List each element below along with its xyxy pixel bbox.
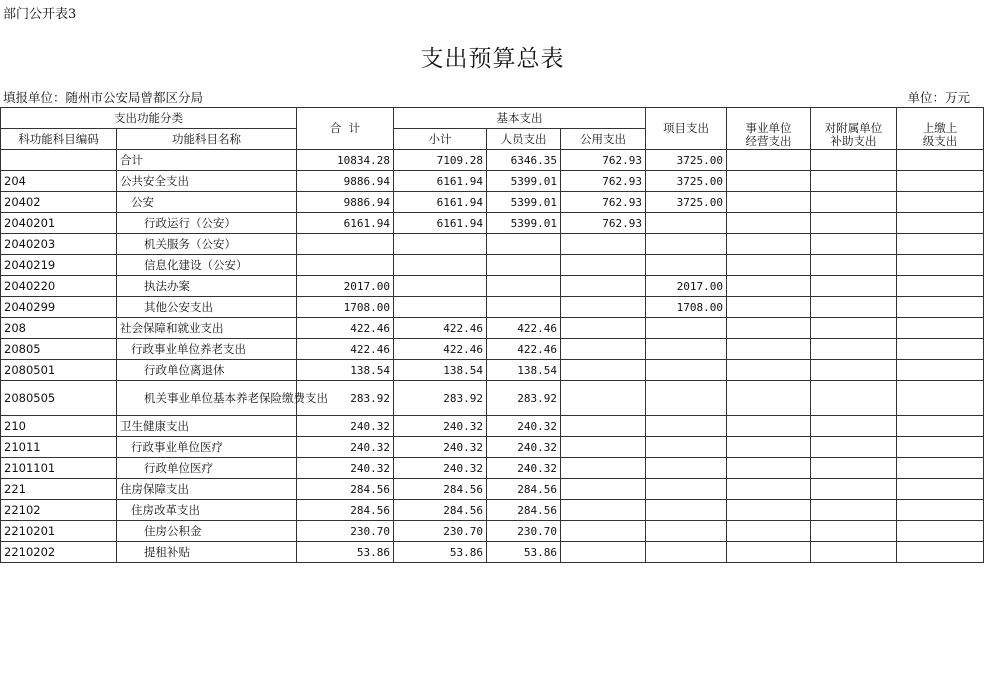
cell-public bbox=[561, 255, 646, 276]
header-remit: 上缴上 级支出 bbox=[897, 108, 984, 150]
cell-total bbox=[297, 234, 394, 255]
cell-project bbox=[646, 213, 727, 234]
cell-subtotal: 422.46 bbox=[394, 318, 487, 339]
cell-code: 2040299 bbox=[1, 297, 117, 318]
cell-subsidy bbox=[811, 339, 897, 360]
cell-total: 240.32 bbox=[297, 458, 394, 479]
cell-subsidy bbox=[811, 458, 897, 479]
table-row bbox=[1, 521, 984, 542]
cell-project: 3725.00 bbox=[646, 150, 727, 171]
cell-remit bbox=[897, 213, 984, 234]
cell-name: 信息化建设（公安） bbox=[117, 255, 297, 276]
cell-subsidy bbox=[811, 150, 897, 171]
cell-name: 其他公安支出 bbox=[117, 297, 297, 318]
budget-table bbox=[0, 107, 984, 563]
cell-code: 204 bbox=[1, 171, 117, 192]
cell-name: 行政单位离退休 bbox=[117, 360, 297, 381]
cell-project bbox=[646, 542, 727, 563]
cell-name: 社会保障和就业支出 bbox=[117, 318, 297, 339]
cell-business bbox=[727, 339, 811, 360]
cell-business bbox=[727, 360, 811, 381]
cell-total: 284.56 bbox=[297, 500, 394, 521]
header-business: 事业单位 经营支出 bbox=[727, 108, 811, 150]
cell-total: 240.32 bbox=[297, 416, 394, 437]
cell-public: 762.93 bbox=[561, 192, 646, 213]
cell-total: 6161.94 bbox=[297, 213, 394, 234]
cell-name: 合计 bbox=[117, 150, 297, 171]
cell-remit bbox=[897, 318, 984, 339]
cell-business bbox=[727, 500, 811, 521]
table-row bbox=[1, 234, 984, 255]
cell-public bbox=[561, 339, 646, 360]
cell-total: 9886.94 bbox=[297, 171, 394, 192]
cell-personnel bbox=[487, 276, 561, 297]
cell-business bbox=[727, 458, 811, 479]
cell-remit bbox=[897, 360, 984, 381]
cell-business bbox=[727, 318, 811, 339]
table-row bbox=[1, 297, 984, 318]
header-personnel: 人员支出 bbox=[487, 129, 561, 150]
cell-subsidy bbox=[811, 479, 897, 500]
cell-name: 行政事业单位养老支出 bbox=[117, 339, 297, 360]
cell-personnel bbox=[487, 234, 561, 255]
cell-subtotal: 284.56 bbox=[394, 479, 487, 500]
cell-total: 240.32 bbox=[297, 437, 394, 458]
cell-public: 762.93 bbox=[561, 171, 646, 192]
cell-personnel: 240.32 bbox=[487, 437, 561, 458]
cell-total: 230.70 bbox=[297, 521, 394, 542]
cell-business bbox=[727, 416, 811, 437]
cell-business bbox=[727, 479, 811, 500]
cell-total: 2017.00 bbox=[297, 276, 394, 297]
cell-project bbox=[646, 437, 727, 458]
cell-business bbox=[727, 150, 811, 171]
header-func-class: 支出功能分类 bbox=[1, 108, 297, 129]
cell-business bbox=[727, 521, 811, 542]
cell-subtotal: 6161.94 bbox=[394, 171, 487, 192]
cell-subsidy bbox=[811, 381, 897, 416]
cell-public bbox=[561, 542, 646, 563]
table-row bbox=[1, 360, 984, 381]
cell-public: 762.93 bbox=[561, 150, 646, 171]
cell-business bbox=[727, 542, 811, 563]
cell-code: 2101101 bbox=[1, 458, 117, 479]
cell-subtotal: 240.32 bbox=[394, 416, 487, 437]
cell-subtotal: 284.56 bbox=[394, 500, 487, 521]
header-project: 项目支出 bbox=[646, 108, 727, 150]
cell-total: 53.86 bbox=[297, 542, 394, 563]
cell-personnel bbox=[487, 255, 561, 276]
cell-remit bbox=[897, 521, 984, 542]
cell-name: 公共安全支出 bbox=[117, 171, 297, 192]
cell-code: 2040203 bbox=[1, 234, 117, 255]
cell-code: 2080505 bbox=[1, 381, 117, 416]
cell-code: 221 bbox=[1, 479, 117, 500]
cell-public: 762.93 bbox=[561, 213, 646, 234]
cell-public bbox=[561, 381, 646, 416]
cell-subtotal: 6161.94 bbox=[394, 213, 487, 234]
cell-personnel: 230.70 bbox=[487, 521, 561, 542]
cell-business bbox=[727, 381, 811, 416]
cell-business bbox=[727, 234, 811, 255]
cell-project bbox=[646, 500, 727, 521]
cell-personnel: 284.56 bbox=[487, 500, 561, 521]
cell-total: 283.92 bbox=[297, 381, 394, 416]
cell-code: 2040201 bbox=[1, 213, 117, 234]
cell-name: 行政单位医疗 bbox=[117, 458, 297, 479]
cell-project: 3725.00 bbox=[646, 192, 727, 213]
cell-subtotal bbox=[394, 255, 487, 276]
header-name: 功能科目名称 bbox=[117, 129, 297, 150]
cell-personnel bbox=[487, 297, 561, 318]
header-public: 公用支出 bbox=[561, 129, 646, 150]
cell-subsidy bbox=[811, 255, 897, 276]
cell-project: 1708.00 bbox=[646, 297, 727, 318]
cell-total bbox=[297, 255, 394, 276]
cell-personnel: 283.92 bbox=[487, 381, 561, 416]
cell-remit bbox=[897, 234, 984, 255]
cell-subsidy bbox=[811, 416, 897, 437]
cell-name: 执法办案 bbox=[117, 276, 297, 297]
cell-remit bbox=[897, 381, 984, 416]
cell-remit bbox=[897, 339, 984, 360]
cell-project bbox=[646, 234, 727, 255]
cell-personnel: 5399.01 bbox=[487, 213, 561, 234]
currency-unit: 单位：万元 bbox=[907, 90, 970, 105]
cell-remit bbox=[897, 192, 984, 213]
cell-personnel: 240.32 bbox=[487, 458, 561, 479]
cell-code: 2040219 bbox=[1, 255, 117, 276]
cell-subsidy bbox=[811, 521, 897, 542]
cell-code: 2210202 bbox=[1, 542, 117, 563]
cell-personnel: 5399.01 bbox=[487, 192, 561, 213]
cell-name: 公安 bbox=[117, 192, 297, 213]
cell-name: 提租补贴 bbox=[117, 542, 297, 563]
cell-subsidy bbox=[811, 192, 897, 213]
cell-project bbox=[646, 318, 727, 339]
table-row bbox=[1, 150, 984, 171]
cell-subtotal: 138.54 bbox=[394, 360, 487, 381]
cell-public bbox=[561, 479, 646, 500]
cell-public bbox=[561, 500, 646, 521]
cell-subtotal: 240.32 bbox=[394, 458, 487, 479]
cell-remit bbox=[897, 276, 984, 297]
table-row bbox=[1, 458, 984, 479]
cell-project bbox=[646, 458, 727, 479]
table-row bbox=[1, 479, 984, 500]
cell-code: 210 bbox=[1, 416, 117, 437]
cell-remit bbox=[897, 171, 984, 192]
cell-public bbox=[561, 297, 646, 318]
cell-code: 20402 bbox=[1, 192, 117, 213]
cell-personnel: 6346.35 bbox=[487, 150, 561, 171]
reporting-unit: 填报单位：随州市公安局曾都区分局 bbox=[3, 90, 204, 105]
cell-business bbox=[727, 171, 811, 192]
cell-subsidy bbox=[811, 213, 897, 234]
cell-code: 22102 bbox=[1, 500, 117, 521]
cell-project: 3725.00 bbox=[646, 171, 727, 192]
cell-subtotal: 53.86 bbox=[394, 542, 487, 563]
cell-remit bbox=[897, 542, 984, 563]
header-subsidy: 对附属单位 补助支出 bbox=[811, 108, 897, 150]
cell-name: 住房改革支出 bbox=[117, 500, 297, 521]
cell-remit bbox=[897, 437, 984, 458]
cell-remit bbox=[897, 479, 984, 500]
table-row bbox=[1, 213, 984, 234]
header-subtotal: 小计 bbox=[394, 129, 487, 150]
cell-subsidy bbox=[811, 276, 897, 297]
cell-project bbox=[646, 521, 727, 542]
cell-project: 2017.00 bbox=[646, 276, 727, 297]
cell-code: 21011 bbox=[1, 437, 117, 458]
header-total: 合 计 bbox=[297, 108, 394, 150]
cell-remit bbox=[897, 458, 984, 479]
table-row bbox=[1, 171, 984, 192]
cell-remit bbox=[897, 255, 984, 276]
cell-public bbox=[561, 458, 646, 479]
cell-code: 2040220 bbox=[1, 276, 117, 297]
cell-code: 208 bbox=[1, 318, 117, 339]
cell-subsidy bbox=[811, 360, 897, 381]
header-basic: 基本支出 bbox=[394, 108, 646, 129]
cell-public bbox=[561, 276, 646, 297]
cell-public bbox=[561, 234, 646, 255]
cell-subsidy bbox=[811, 437, 897, 458]
cell-project bbox=[646, 255, 727, 276]
cell-subtotal: 7109.28 bbox=[394, 150, 487, 171]
table-row bbox=[1, 500, 984, 521]
cell-name: 行政运行（公安） bbox=[117, 213, 297, 234]
cell-public bbox=[561, 318, 646, 339]
cell-business bbox=[727, 276, 811, 297]
cell-personnel: 5399.01 bbox=[487, 171, 561, 192]
table-row bbox=[1, 542, 984, 563]
cell-name: 住房保障支出 bbox=[117, 479, 297, 500]
cell-business bbox=[727, 437, 811, 458]
cell-name: 机关事业单位基本养老保险缴费支出 bbox=[117, 381, 297, 416]
cell-subtotal: 422.46 bbox=[394, 339, 487, 360]
cell-subtotal bbox=[394, 297, 487, 318]
cell-remit bbox=[897, 297, 984, 318]
table-row bbox=[1, 276, 984, 297]
cell-remit bbox=[897, 500, 984, 521]
cell-project bbox=[646, 339, 727, 360]
cell-public bbox=[561, 416, 646, 437]
cell-remit bbox=[897, 416, 984, 437]
table-row bbox=[1, 192, 984, 213]
cell-business bbox=[727, 255, 811, 276]
cell-business bbox=[727, 213, 811, 234]
cell-project bbox=[646, 381, 727, 416]
page-title: 支出预算总表 bbox=[420, 46, 565, 72]
cell-subsidy bbox=[811, 318, 897, 339]
cell-project bbox=[646, 416, 727, 437]
cell-total: 1708.00 bbox=[297, 297, 394, 318]
cell-remit bbox=[897, 150, 984, 171]
cell-subsidy bbox=[811, 500, 897, 521]
cell-personnel: 138.54 bbox=[487, 360, 561, 381]
cell-total: 10834.28 bbox=[297, 150, 394, 171]
table-row bbox=[1, 339, 984, 360]
cell-code: 2210201 bbox=[1, 521, 117, 542]
cell-personnel: 422.46 bbox=[487, 318, 561, 339]
cell-personnel: 53.86 bbox=[487, 542, 561, 563]
table-row bbox=[1, 318, 984, 339]
cell-subtotal bbox=[394, 276, 487, 297]
cell-total: 284.56 bbox=[297, 479, 394, 500]
cell-subsidy bbox=[811, 171, 897, 192]
cell-subsidy bbox=[811, 234, 897, 255]
table-row bbox=[1, 255, 984, 276]
cell-code bbox=[1, 150, 117, 171]
cell-business bbox=[727, 297, 811, 318]
cell-personnel: 422.46 bbox=[487, 339, 561, 360]
cell-name: 住房公积金 bbox=[117, 521, 297, 542]
cell-project bbox=[646, 360, 727, 381]
table-row bbox=[1, 381, 984, 416]
table-row bbox=[1, 437, 984, 458]
cell-name: 机关服务（公安） bbox=[117, 234, 297, 255]
cell-subtotal: 240.32 bbox=[394, 437, 487, 458]
table-row bbox=[1, 416, 984, 437]
cell-subsidy bbox=[811, 542, 897, 563]
cell-code: 20805 bbox=[1, 339, 117, 360]
cell-personnel: 240.32 bbox=[487, 416, 561, 437]
cell-subtotal: 6161.94 bbox=[394, 192, 487, 213]
cell-total: 422.46 bbox=[297, 339, 394, 360]
document-tag: 部门公开表3 bbox=[3, 7, 77, 22]
cell-public bbox=[561, 521, 646, 542]
cell-total: 422.46 bbox=[297, 318, 394, 339]
cell-subtotal: 283.92 bbox=[394, 381, 487, 416]
table-body bbox=[1, 150, 984, 563]
cell-subsidy bbox=[811, 297, 897, 318]
cell-personnel: 284.56 bbox=[487, 479, 561, 500]
cell-project bbox=[646, 479, 727, 500]
cell-code: 2080501 bbox=[1, 360, 117, 381]
cell-subtotal bbox=[394, 234, 487, 255]
cell-public bbox=[561, 437, 646, 458]
cell-total: 138.54 bbox=[297, 360, 394, 381]
cell-name: 卫生健康支出 bbox=[117, 416, 297, 437]
cell-total: 9886.94 bbox=[297, 192, 394, 213]
header-code: 科功能科目编码 bbox=[1, 129, 117, 150]
cell-name: 行政事业单位医疗 bbox=[117, 437, 297, 458]
cell-subtotal: 230.70 bbox=[394, 521, 487, 542]
cell-public bbox=[561, 360, 646, 381]
cell-business bbox=[727, 192, 811, 213]
